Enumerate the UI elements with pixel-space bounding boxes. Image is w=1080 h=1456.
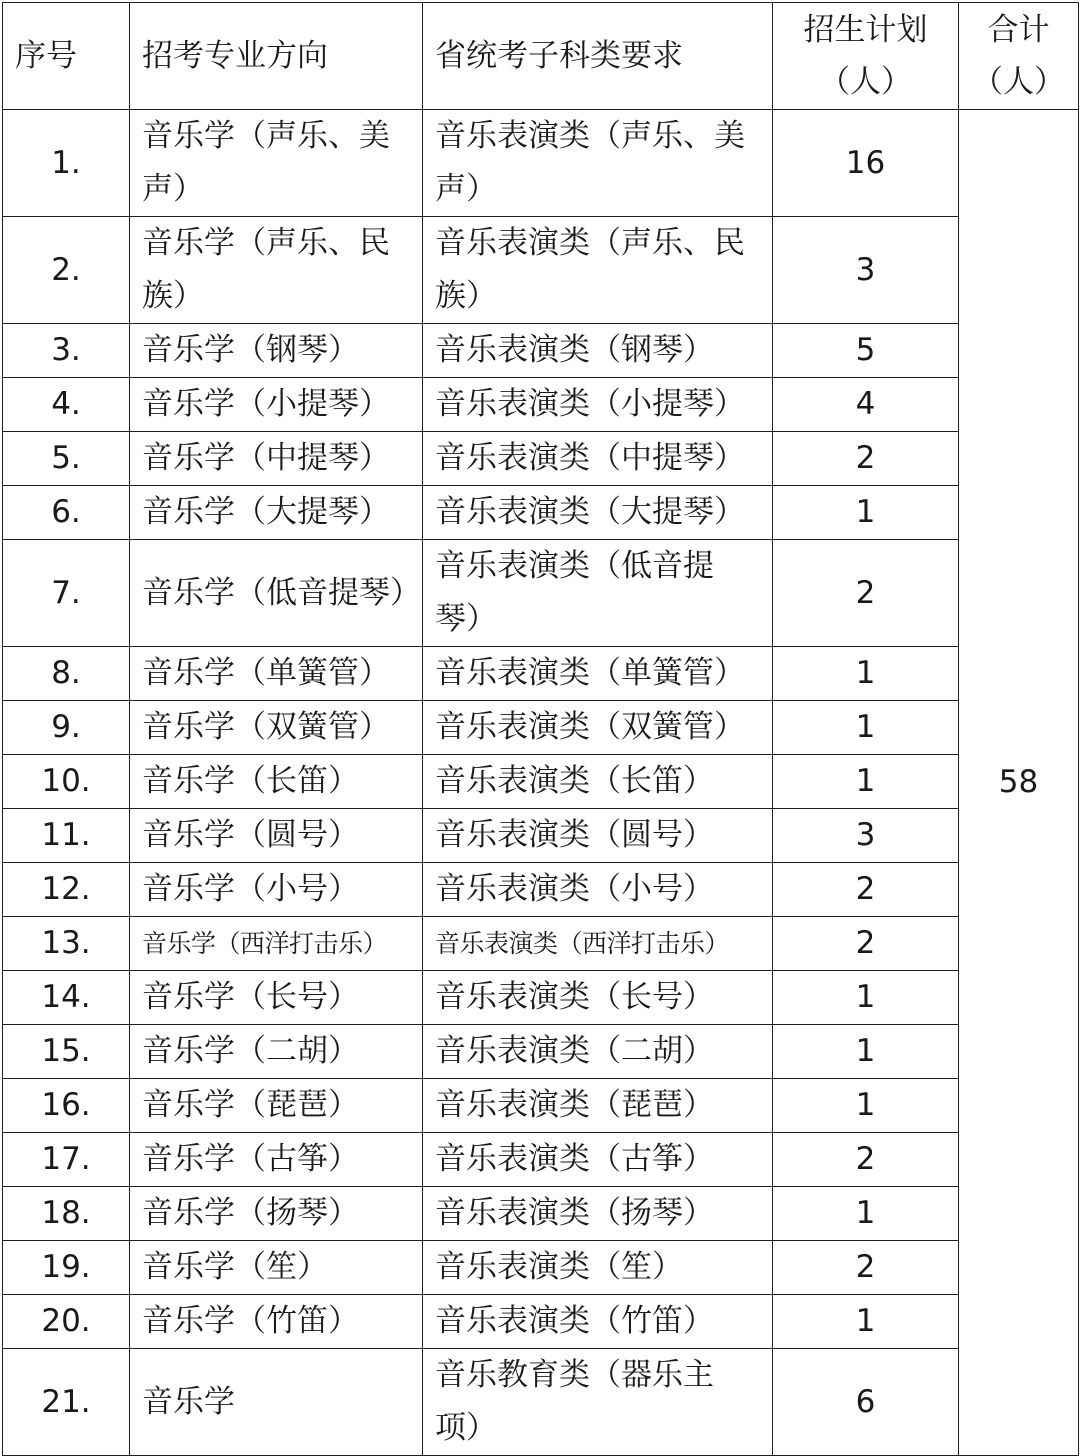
plan-count: 3 (773, 217, 959, 324)
table-row (3, 1241, 1079, 1295)
subject-requirement: 音乐表演类（古筝） (423, 1133, 773, 1187)
header-plan-line2: （人） (819, 64, 912, 100)
subject-requirement: 音乐表演类（双簧管） (423, 701, 773, 755)
subject-requirement: 音乐表演类（长笛） (423, 755, 773, 809)
subject-requirement: 音乐表演类（笙） (423, 1241, 773, 1295)
subject-requirement: 音乐表演类（圆号） (423, 809, 773, 863)
row-number: 11. (3, 809, 130, 863)
enrollment-plan-table (2, 2, 1079, 1456)
row-number: 5. (3, 432, 130, 486)
row-number: 6. (3, 486, 130, 540)
major-direction: 音乐学（古筝） (130, 1133, 423, 1187)
major-direction: 音乐学（小号） (130, 863, 423, 917)
major-direction: 音乐学（小提琴） (130, 378, 423, 432)
table-row (3, 110, 1079, 217)
subject-requirement: 音乐表演类（小提琴） (423, 378, 773, 432)
plan-count: 2 (773, 1241, 959, 1295)
row-number: 16. (3, 1079, 130, 1133)
table-row (3, 1133, 1079, 1187)
subject-requirement: 音乐表演类（小号） (423, 863, 773, 917)
row-number: 12. (3, 863, 130, 917)
plan-count: 1 (773, 755, 959, 809)
header-major: 招考专业方向 (130, 3, 423, 110)
table-row (3, 378, 1079, 432)
row-number: 15. (3, 1025, 130, 1079)
table-row (3, 540, 1079, 647)
table-row (3, 1025, 1079, 1079)
table-row (3, 432, 1079, 486)
plan-count: 1 (773, 1187, 959, 1241)
plan-count: 2 (773, 540, 959, 647)
subject-requirement: 音乐表演类（钢琴） (423, 324, 773, 378)
plan-count: 1 (773, 1025, 959, 1079)
plan-count: 2 (773, 917, 959, 971)
major-direction: 音乐学（圆号） (130, 809, 423, 863)
table-row (3, 1349, 1079, 1456)
subject-requirement: 音乐表演类（长号） (423, 971, 773, 1025)
major-direction: 音乐学（声乐、民族） (130, 217, 423, 324)
row-number: 14. (3, 971, 130, 1025)
row-number: 18. (3, 1187, 130, 1241)
header-total-line2: （人） (972, 64, 1065, 100)
subject-requirement: 音乐表演类（中提琴） (423, 432, 773, 486)
plan-count: 3 (773, 809, 959, 863)
header-plan-line1: 招生计划 (803, 12, 928, 48)
subject-requirement: 音乐表演类（扬琴） (423, 1187, 773, 1241)
plan-count: 1 (773, 971, 959, 1025)
header-subject: 省统考子科类要求 (423, 3, 773, 110)
major-direction: 音乐学（琵琶） (130, 1079, 423, 1133)
major-direction: 音乐学（竹笛） (130, 1295, 423, 1349)
plan-count: 1 (773, 1295, 959, 1349)
row-number: 19. (3, 1241, 130, 1295)
subject-requirement: 音乐表演类（声乐、民族） (423, 217, 773, 324)
table-row (3, 1187, 1079, 1241)
table-row (3, 486, 1079, 540)
table-row (3, 324, 1079, 378)
row-number: 10. (3, 755, 130, 809)
major-direction: 音乐学（西洋打击乐） (130, 917, 423, 971)
table-row (3, 217, 1079, 324)
total-count: 58 (959, 110, 1079, 1456)
major-direction: 音乐学（大提琴） (130, 486, 423, 540)
table-row (3, 971, 1079, 1025)
major-direction: 音乐学（扬琴） (130, 1187, 423, 1241)
subject-requirement: 音乐表演类（声乐、美声） (423, 110, 773, 217)
major-direction: 音乐学（单簧管） (130, 647, 423, 701)
row-number: 3. (3, 324, 130, 378)
plan-count: 4 (773, 378, 959, 432)
header-total (959, 3, 1079, 110)
row-number: 9. (3, 701, 130, 755)
major-direction: 音乐学（二胡） (130, 1025, 423, 1079)
table-row (3, 809, 1079, 863)
table-row (3, 863, 1079, 917)
row-number: 8. (3, 647, 130, 701)
header-plan (773, 3, 959, 110)
table-row (3, 1079, 1079, 1133)
row-number: 1. (3, 110, 130, 217)
subject-requirement: 音乐表演类（低音提琴） (423, 540, 773, 647)
header-no: 序号 (3, 3, 130, 110)
table-row (3, 917, 1079, 971)
plan-count: 1 (773, 647, 959, 701)
major-direction: 音乐学 (130, 1349, 423, 1456)
major-direction: 音乐学（双簧管） (130, 701, 423, 755)
row-number: 2. (3, 217, 130, 324)
major-direction: 音乐学（中提琴） (130, 432, 423, 486)
major-direction: 音乐学（长笛） (130, 755, 423, 809)
major-direction: 音乐学（长号） (130, 971, 423, 1025)
row-number: 7. (3, 540, 130, 647)
subject-requirement: 音乐教育类（器乐主项） (423, 1349, 773, 1456)
major-direction: 音乐学（钢琴） (130, 324, 423, 378)
plan-count: 16 (773, 110, 959, 217)
subject-requirement: 音乐表演类（单簧管） (423, 647, 773, 701)
major-direction: 音乐学（笙） (130, 1241, 423, 1295)
header-total-line1: 合计 (987, 12, 1050, 48)
plan-count: 5 (773, 324, 959, 378)
plan-count: 1 (773, 1079, 959, 1133)
plan-count: 1 (773, 486, 959, 540)
plan-count: 2 (773, 1133, 959, 1187)
row-number: 4. (3, 378, 130, 432)
row-number: 13. (3, 917, 130, 971)
table-row (3, 1295, 1079, 1349)
subject-requirement: 音乐表演类（大提琴） (423, 486, 773, 540)
row-number: 21. (3, 1349, 130, 1456)
table-row (3, 755, 1079, 809)
plan-count: 2 (773, 432, 959, 486)
plan-count: 6 (773, 1349, 959, 1456)
subject-requirement: 音乐表演类（二胡） (423, 1025, 773, 1079)
subject-requirement: 音乐表演类（竹笛） (423, 1295, 773, 1349)
row-number: 17. (3, 1133, 130, 1187)
major-direction: 音乐学（声乐、美声） (130, 110, 423, 217)
plan-count: 1 (773, 701, 959, 755)
plan-count: 2 (773, 863, 959, 917)
major-direction: 音乐学（低音提琴） (130, 540, 423, 647)
table-row (3, 701, 1079, 755)
table-header-row (3, 3, 1079, 110)
subject-requirement: 音乐表演类（西洋打击乐） (423, 917, 773, 971)
subject-requirement: 音乐表演类（琵琶） (423, 1079, 773, 1133)
table-row (3, 647, 1079, 701)
row-number: 20. (3, 1295, 130, 1349)
